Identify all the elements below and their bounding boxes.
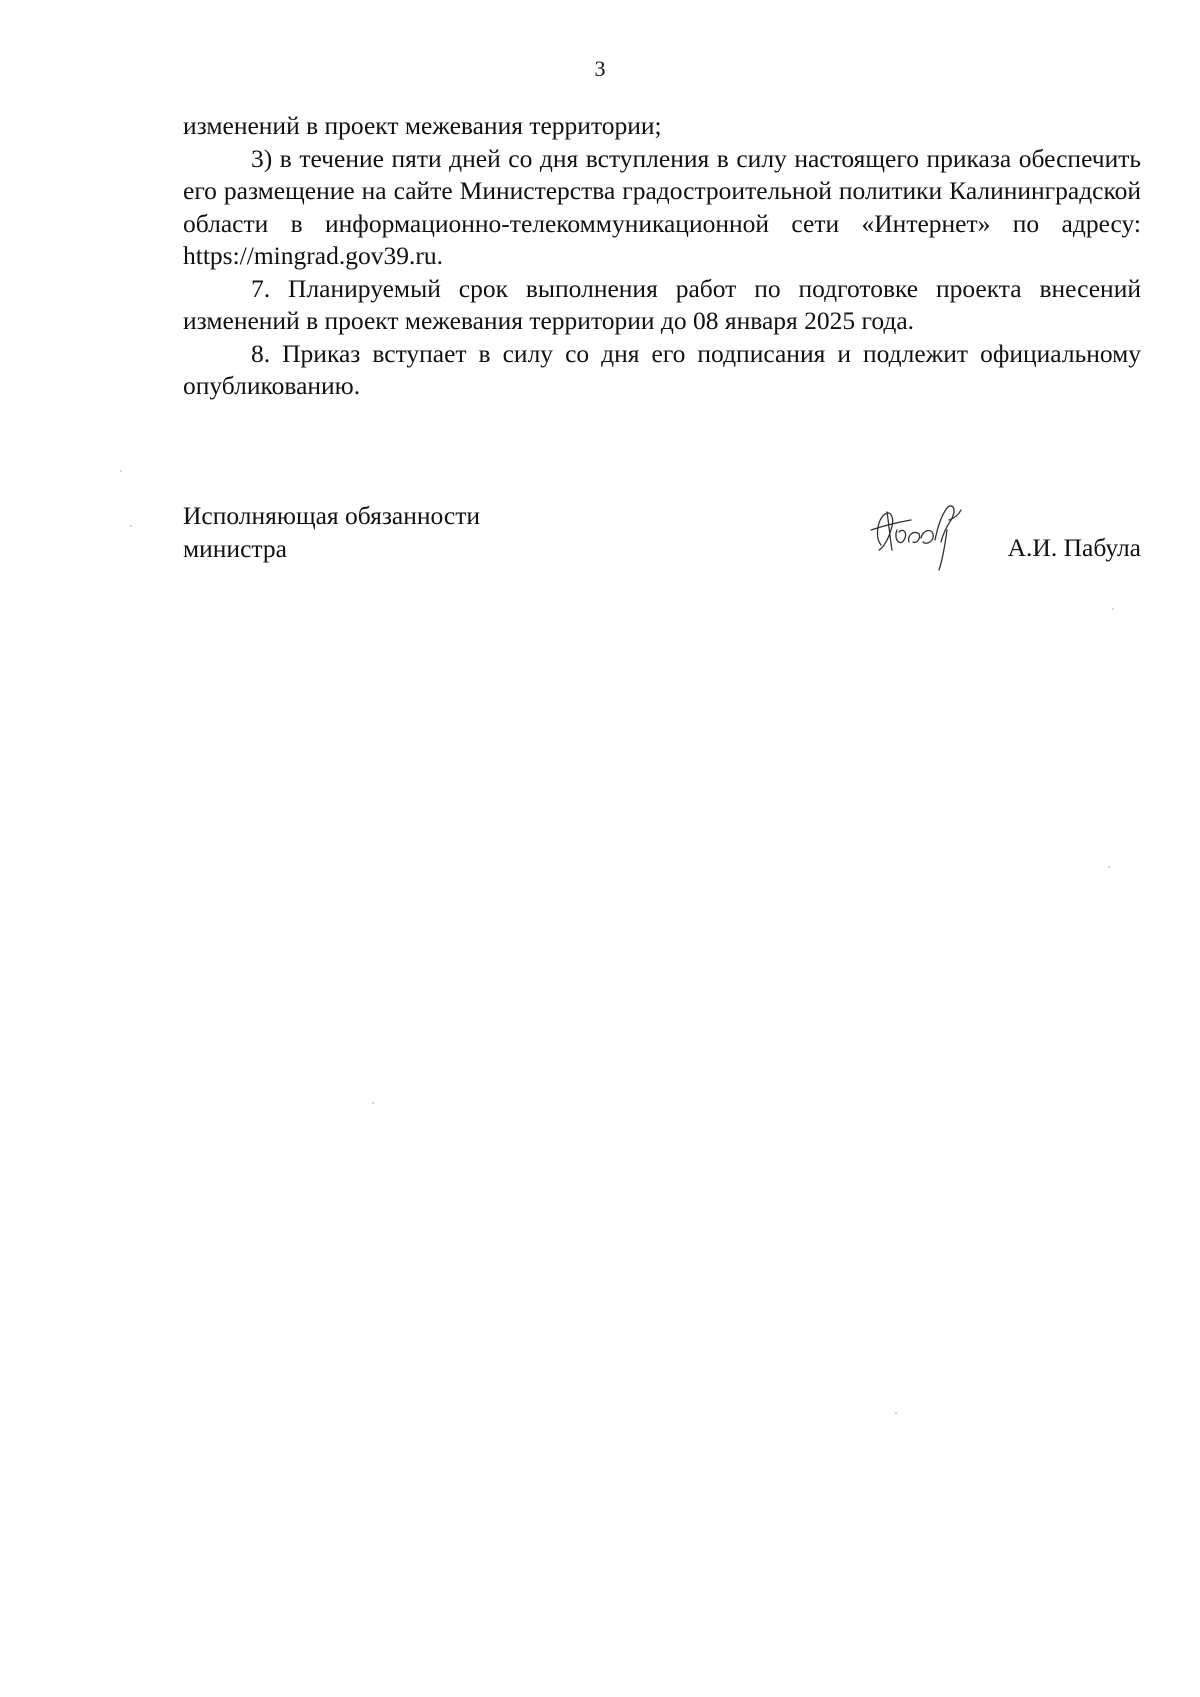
handwritten-signature-icon [863,490,973,580]
signature-block [183,500,1141,590]
scan-speck [895,1412,897,1414]
signatory-name: А.И. Пабула [1007,533,1141,562]
scan-speck [1108,866,1110,868]
signatory-position [183,500,480,565]
document-body [183,110,1141,403]
page-number: 3 [594,56,606,81]
paragraph-continuation: изменений в проект межевания территории; [183,111,662,140]
paragraph-item-8: 8. Приказ вступает в силу со дня его подписания и подлежит официальному опубликованию. [183,338,1141,400]
scan-speck [1112,608,1114,610]
paragraph-item-7: 7. Планируемый срок выполнения работ по подготовке проекта внесений изменений в проект межевания территории до 08 января 2025 года. [183,273,1141,335]
scan-speck [372,1102,374,1104]
scan-speck [120,470,122,472]
signatory-position-line2: министра [183,533,287,563]
scan-speck [130,525,132,527]
signatory-position-line1: Исполняющая обязанности [183,501,480,530]
paragraph-item-3: 3) в течение пяти дней со дня вступления в силу настоящего приказа обеспечить его размещение на сайте Министерства градостроительной политики Калининградской области в информационно-телекоммуникационной сети «Интернет» по адресу: https://mingrad.gov39.ru. [183,143,1141,270]
